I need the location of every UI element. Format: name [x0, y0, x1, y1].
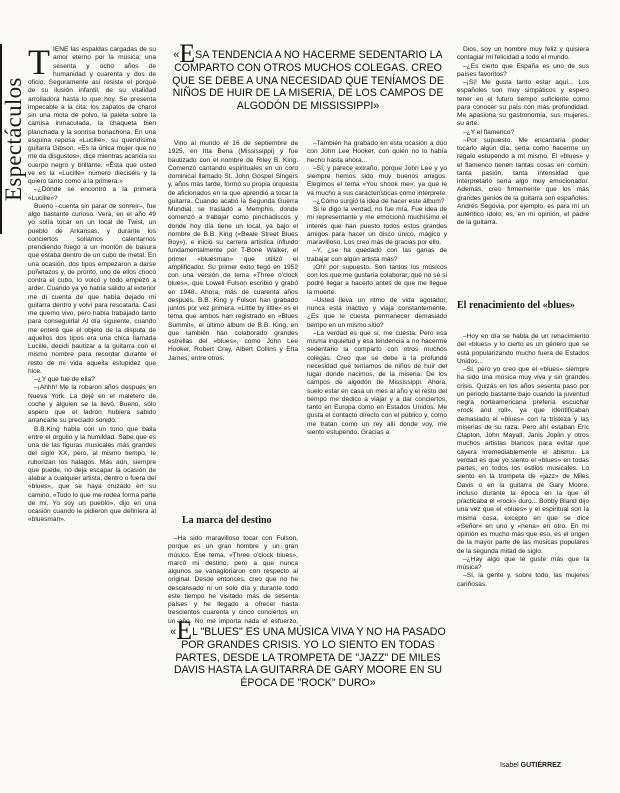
paragraph: –¿Cómo surgió la idea de hacer este álbum? [313, 197, 445, 205]
quote-text: SA TENDENCIA A NO HACERME SEDENTARIO LA COMPARTO CON OTROS MUCHOS COLEGAS. CREO QUE SE DEBE A UNA NECESIDAD QUE TENÍAMOS DE NIÑOS DE HUIR DE LA MISERIA, DE LOS CAMPOS DE ALGODÓN DE MISSISSIPPI [172, 49, 444, 113]
paragraph: Bueno –cuenta sin parar de sonreír–, fue algo bastante curioso. Verá, en el año 49 yo solía tocar en un local de Twist, un pueblo de Arkansas, y durante los conciertos solíamos calentarnos prendiendo fuego a un montón de basura que estaba dentro de un cubo de metal. En una ocasión, dos tipos empezaron a darse puñetazos y, de pronto, uno de ellos chocó contra el cubo, lo volcó y todo empezó a arder. Cuando ya yo había salido al exterior me di cuenta de que había dejado mi guitarra dentro y volví para rescatarla. Casi me quemo vivo, pero había trabajado tanto para conseguirla! Al día siguiente, cuando me enteré que el objeto de la disputa de aquellos dos tipos era una chica llamada Lucille, decidí bautizar a la guitarra con el mismo nombre para recordar durante el resto de mi vida aquella estupidez que hice. [28, 202, 156, 375]
paragraph: –Sí, y parece extraño, porque John Lee y yo siempre hemos sido muy buenos amigos. Elegimos el tema «You shook me», ya que le va mucho a sus características como intérprete. [307, 164, 447, 197]
column-1 [28, 46, 156, 770]
subheading-1: La marca del destino [182, 515, 272, 526]
paragraph: –¿Dónde se encontró a la primera «Lucille»? [28, 186, 156, 202]
column-2 [168, 140, 298, 460]
paragraph: –Sí, pero yo creo que el «blues» siempre ha sido una música muy viva y sin grandes crisis. Quizás en los años sesenta paso por un periodo bastante bajo cuando la juventud negra norteamericana prefería escuchar «rock and roll», ya que identificaban demasiado el «blues» con la tristeza y las miserias de su raza. Pero ahí estaban Eric Clapton, John Mayall, Janis Joplin y otros muchos artistas blancos para evitar que cayera irremediablemente el abismo. La verdad es que yo siento el «blues» en todas partes, en todos los estilos musicales. Lo siento en la trompeta de «jazz» de Miles Davis o en la guitarra de Gary Moore, incluso durante la época en la que él practicaba el «rock» duro... Bobby Bland dijo una vez que el «blues» y el espiritual son la misma cosa, excepto en que se dice «Señor» en uno y «nena» en otro. En mi opinión es mucho más que eso, es el origen de la mayor parte de las músicas populares de la segunda mitad de siglo. [457, 366, 589, 555]
paragraph: Dios, soy un hombre muy feliz y quisiera contagiar mi felicidad a todo el mundo. [457, 46, 589, 62]
column-2b [168, 535, 298, 625]
paragraph: –Por supuesto. Me encantaría poder tocarlo algún día, sería como hacerme un regalo estupendo a mí mismo. El «blues» y el flamenco tienen tantas cosas en común, tanta pasión, tanta intensidad que interpretarlo sería algo muy emocionador. Además, creo firmemente que los más grandes genios de la guitarra son españoles. Andrés Segovia, por ejemplo, es para mí un auténtico ídolo; es, en mi opinión, el padre de la guitarra. [457, 136, 589, 227]
paragraph: –Usted lleva un ritmo de vida agotador, nunca está inactivo y viaja constantemente. ¿Es que le cuesta permanecer demasiado tiempo en un mismo sitio? [307, 296, 447, 329]
paragraph: ¡Oh! por supuesto. Son tantos los músicos con los que me gustaría colaborar, que no sé si podré llegar a hacerlo antes de que me llegue la muerte. [307, 263, 447, 296]
pull-quote-2 [168, 616, 448, 690]
column-4 [457, 46, 589, 296]
quote-open: « [173, 49, 180, 61]
paragraph: IENE las espaldas cargadas de su amor eterno por la música; una sesenta y ocho años de humanidad y cuarenta y dos de oficio. Seguramente así resiste el porqué de su ilusión infantil, de su vitalidad arrolladora hasta lo que hoy. Se presenta impecable a la cita: los zapatos de charol sin una mota de polvo, la paleta sobre la camisa inmaculada, la chaqueta bien planchada y la sonrisa bonachona. En una esquina reposa «Lucille», su queridísima guitarra Gibson. «Es la única mujer que no me da disgustos», dice mientras acaricia su cuerpo negro y brillante. «Ésta que usted ve es la «Lucille» número dieciséis y la quiero tanto como a la primera.» [28, 46, 156, 185]
byline [500, 762, 561, 769]
quote-initial: E [179, 39, 196, 68]
paragraph: –Y, ¿se ha quedado con las ganas de trabajar con algún artista más? [307, 247, 447, 263]
quote-close: » [373, 100, 380, 113]
paragraph: –También ha grabado en esta ocasión a dúo con John Lee Hooker, con quien no lo había hecho hasta ahora... [307, 140, 447, 164]
byline-first: Isabel [500, 762, 519, 769]
paragraph: Si le digo la verdad, no fue mía. Fue idea de mi representante y me emocionó muchísimo el interés que han puesto todos estos grandes amigos para hacer un disco único, mágico y maravilloso. Los creo más de gracias por ello. [307, 206, 447, 246]
paragraph: –Sí, la gente y, sobre todo, las mujeres cariñosas. [457, 572, 589, 588]
pull-quote-1 [168, 39, 448, 113]
paragraph: –¿Y el flamenco? [463, 128, 515, 136]
paragraph: –¿Es cierto que España es uno de sus países favoritos? [457, 62, 589, 78]
column-3 [307, 140, 447, 620]
quote-close: » [369, 677, 376, 690]
drop-cap: T [28, 46, 50, 82]
paragraph: –¡Ahhh! Me la robaron años después en Nueva York. La dejé en el maletero de coche y alguien se la llevó. Bueno, sólo espero que el ladrón hubiera sabido arrancarle su preciado sonido. [28, 384, 156, 425]
quote-text: L "BLUES" ES UNA MÚSICA VIVA Y NO HA PASADO POR GRANDES CRISIS. YO LO SIENTO EN TODAS PARTES, DESDE LA TROMPETA DE "JAZZ" DE MILES DAVIS HASTA LA GUITARRA DE GARY MOORE EN SU ÉPOCA DE "ROCK" DURO [173, 626, 446, 690]
paragraph: –Ha sido maravilloso tocar con Fulson, porque es un gran hombre y un gran músico. Ese tema, «Three o'clock blues», marcó mi destino, pero a que nunca algunos se vanagloriaron con respecto al original. Desde entonces, creo que no he descansado ni un solo día y durante todo este tiempo he visitado más de sesenta países y he llegado a ofrecer hasta trescientos cuarenta y cinco conciertos en un año. No me importa nada el esfuerzo, [168, 535, 298, 625]
column-4b [457, 333, 589, 733]
paragraph: –La verdad es que sí, me cuesta. Pero esa misma inquietud y esa tendencia a no hacerme sedentario la comparto con otros muchos colegas. Creo que se debe a la profunda necesidad que teníamos de niños de huir del lugar donde nacimos, de la miseria. De los campos de algodón de Mississippi. Ahora, suelo estar en casa un mes al año y el resto del tiempo me dedico a viajar y a dar conciertos, tanto en Europa como en Estados Unidos. Me gusta el contacto directo con el público y, como me tratan como un rey allí donde voy, me siento estupendo. Gracias a [307, 329, 447, 436]
paragraph: –Hoy en día se habla de un renacimiento del «blues» y lo cierto es un género que se está popularizando mucho fuera de Estados Unidos... [457, 333, 589, 365]
paragraph: B.B.King habla con un tono que baila entre el orgullo y la humildad. Sabe que es una de las figuras musicales más grandes del siglo XX, pero, al mismo tiempo, le ruborizan los halagos. Más aún, siempre que puede, no deja escapar la ocasión de alabar a cualquier artista, dentro o fuera del «blues», que se haya cruzado en su camino. «Todo lo que me rodea forma parte de mí. Yo soy un pueblo», dijo en una ocasión cuando le pidieron que definiera al «bluesman». [28, 425, 156, 524]
paragraph: Vino al mundo el 16 de septiembre de 1925, en Itta Bena (Mississippi) y fue bautizado con el nombre de Riley B. King. Comenzó cantando espirituales en un coro dominical llamado St. John Gospel Singers y, años más tarde, formó su propia orquesta de aficionados en la que aprendió a tocar la guitarra. Cuando acabó la Segunda Guerra Mundial, se trasladó a Memphis, donde comenzó a trabajar como pinchadiscos y donde hoy día tiene un local, ya bajo el nombre de B.B. King («Beale Street Blues Boy»), e inició su carrera artística influido fundamentalmente por T-Bone Walker, el primer «bluesman» que utilizó el amplificador. Su primer éxito llegó en 1952 con una versión de tema «Three o'clock blues», que Lowell Fulson escribió y grabó en 1948. Ahora, más de cuarenta años después, B.B. King y Fulson han grabado juntos por vez primera. «Little by little» es el tema que ambos han registrado en «Blues Summit», el último álbum de B.B. King, en que también han colaborado grandes estrellas del «blues», como John Lee Hooker, Robert Cray, Albert Collins y Etta James, entre otros. [168, 140, 298, 362]
section-label: Espectáculos [0, 44, 26, 234]
quote-initial: E [176, 616, 193, 645]
subheading-2: El renacimiento del «blues» [457, 300, 575, 311]
paragraph: –¿Y que fue de ella? [34, 376, 95, 383]
quote-open: « [170, 626, 177, 638]
paragraph: –¡Sí! Me gusta tanto estar aquí... Los españoles son muy simpáticos y espero tener en el futuro tiempo suficiente como para conocer su país con más profundidad. Me apasiona su gastronomía, sus mujeres, su arte. [457, 79, 589, 128]
paragraph: –¿Hay algo que le guste más que la música? [457, 555, 589, 571]
byline-last: GUTIÉRREZ [520, 762, 562, 769]
